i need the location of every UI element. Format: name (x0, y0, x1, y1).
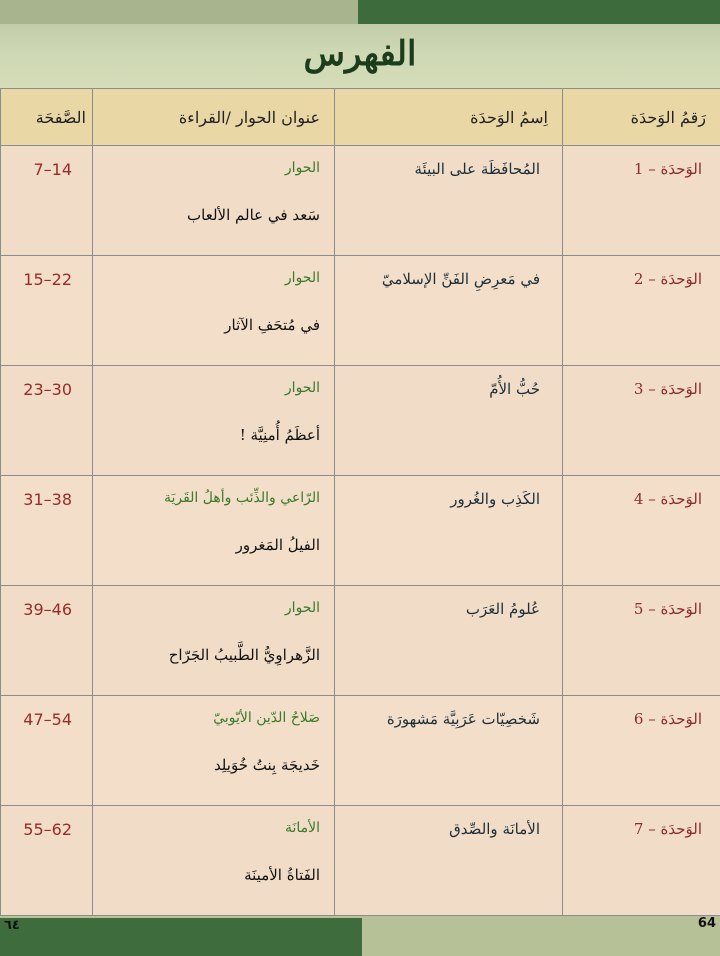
page-range: 23–30 (1, 366, 93, 476)
unit-number: الوَحدَة – 1 (563, 146, 720, 256)
dialogue-title: الحوار (284, 270, 320, 286)
page-number-arabic: ٦٤ (4, 918, 20, 933)
dialogue-title: الحوار (284, 380, 320, 396)
table-header-row (1, 89, 720, 146)
unit-name: في مَعرِضِ الفَنِّ الإسلاميّ (335, 256, 563, 366)
unit-name: الأمانَة والصِّدق (335, 806, 563, 916)
header-pages: الصَّفحَة (1, 89, 93, 146)
unit-number: الوَحدَة – 7 (563, 806, 720, 916)
table-row (1, 146, 720, 256)
table-row (1, 256, 720, 366)
header-unit-number: رَقمُ الوَحدَة (563, 89, 720, 146)
table-row (1, 366, 720, 476)
unit-number: الوَحدَة – 2 (563, 256, 720, 366)
unit-name: حُبُّ الأُمّ (335, 366, 563, 476)
unit-title (93, 806, 335, 916)
top-strip-light (0, 0, 358, 24)
unit-title (93, 366, 335, 476)
page-number: 64 (697, 916, 716, 931)
unit-title (93, 586, 335, 696)
page-range: 39–46 (1, 586, 93, 696)
page-range: 47–54 (1, 696, 93, 806)
unit-number: الوَحدَة – 3 (563, 366, 720, 476)
unit-title (93, 256, 335, 366)
unit-number: الوَحدَة – 5 (563, 586, 720, 696)
reading-title: الزَّهراوِيُّ الطَّبيبُ الجَرّاح (168, 646, 320, 664)
reading-title: خَديجَة بِنتُ خُوَيلِد (213, 756, 320, 774)
dialogue-title: الرّاعي والذِّئب وأهلُ القَريَة (163, 490, 320, 506)
unit-name: الكَذِب والغُرور (335, 476, 563, 586)
unit-name: عُلومُ العَرَب (335, 586, 563, 696)
reading-title: سَعد في عالم الألعاب (187, 206, 320, 224)
header-title: عنوان الحوار /القراءة (93, 89, 335, 146)
page-range: 15–22 (1, 256, 93, 366)
page-range: 31–38 (1, 476, 93, 586)
contents-table (0, 88, 720, 916)
unit-number: الوَحدَة – 4 (563, 476, 720, 586)
dialogue-title: صَلاحُ الدّين الأيّوبيّ (213, 710, 320, 726)
header-unit-name: اِسمُ الوَحدَة (335, 89, 563, 146)
page-range: 55–62 (1, 806, 93, 916)
page-title: الفهرس (303, 34, 417, 74)
dialogue-title: الأمانَة (284, 820, 320, 836)
unit-title (93, 696, 335, 806)
reading-title: في مُتحَفِ الآثار (224, 316, 320, 334)
unit-number: الوَحدَة – 6 (563, 696, 720, 806)
top-strip-dark (358, 0, 720, 24)
reading-title: الفيلُ المَغرور (235, 536, 320, 554)
unit-name: المُحافَظَة على البيئَة (335, 146, 563, 256)
unit-title (93, 146, 335, 256)
table-row (1, 476, 720, 586)
dialogue-title: الحوار (284, 160, 320, 176)
dialogue-title: الحوار (284, 600, 320, 616)
table-row (1, 806, 720, 916)
unit-name: شَخصِيّات عَرَبِيَّة مَشهورَة (335, 696, 563, 806)
bottom-strip-dark (0, 918, 362, 956)
unit-title (93, 476, 335, 586)
table-row (1, 696, 720, 806)
reading-title: الفَتاةُ الأمينَة (244, 866, 320, 884)
table-row (1, 586, 720, 696)
reading-title: أعظَمُ أُمنِيَّة ! (239, 426, 320, 444)
page-range: 7–14 (1, 146, 93, 256)
